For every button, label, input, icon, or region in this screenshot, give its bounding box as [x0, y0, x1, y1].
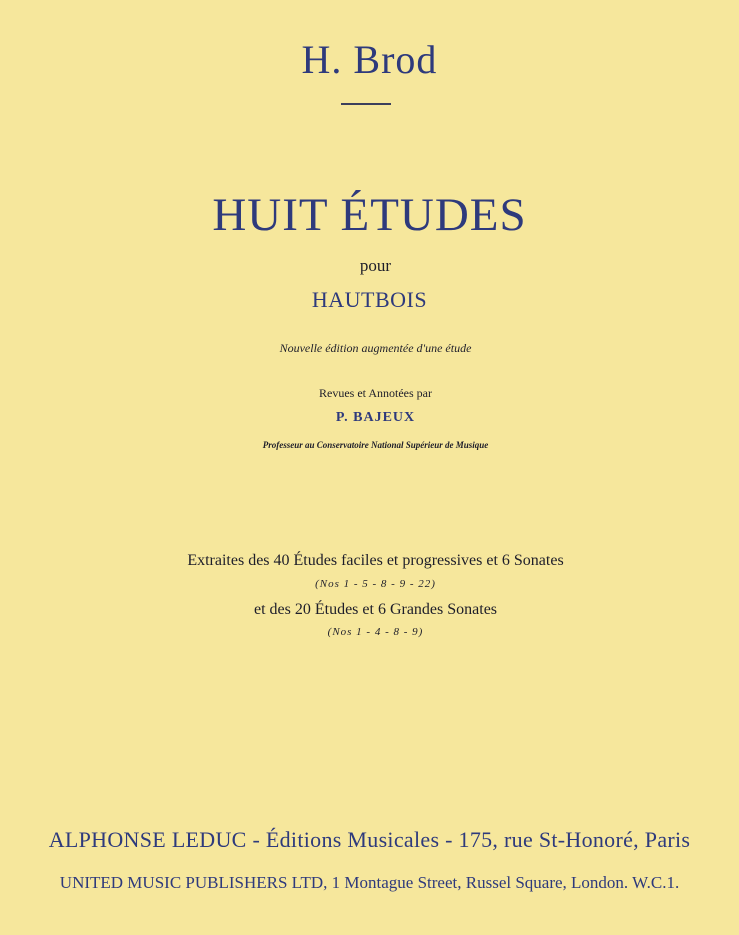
edition-note: Nouvelle édition augmentée d'une étude: [279, 341, 472, 355]
publisher-line-1: ALPHONSE LEDUC - Éditions Musicales - 175, rue St-Honoré, Paris: [48, 827, 691, 852]
editor-name: P. BAJEUX: [335, 410, 416, 425]
extract-numbers-2: (Nos 1 - 4 - 8 - 9): [327, 626, 424, 638]
for-label: pour: [359, 256, 392, 275]
publisher-line-2: UNITED MUSIC PUBLISHERS LTD, 1 Montague Street, Russel Square, London. W.C.1.: [59, 873, 680, 892]
work-title: HUIT ÉTUDES: [212, 189, 527, 241]
composer-name: H. Brod: [301, 37, 438, 82]
divider-rule: [341, 103, 391, 105]
extract-source-1: Extraites des 40 Études faciles et progressives et 6 Sonates: [187, 552, 564, 569]
extract-source-2: et des 20 Études et 6 Grandes Sonates: [253, 601, 498, 618]
editor-title: Professeur au Conservatoire National Supérieur de Musique: [262, 440, 489, 450]
extract-numbers-1: (Nos 1 - 5 - 8 - 9 - 22): [315, 578, 436, 590]
instrument-name: HAUTBOIS: [311, 287, 428, 312]
revised-by-label: Revues et Annotées par: [319, 386, 432, 400]
